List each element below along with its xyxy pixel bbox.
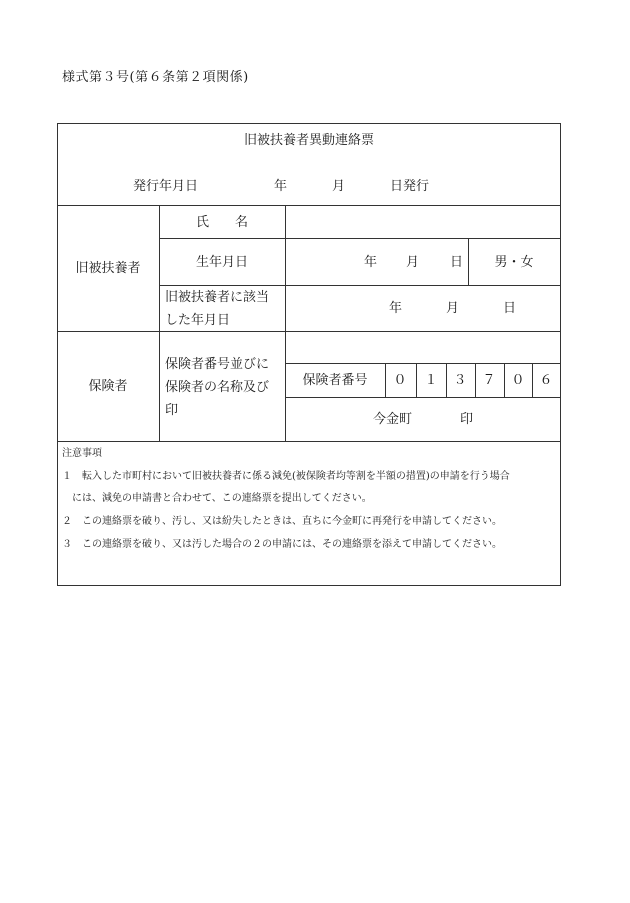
applicable-month: 月 (446, 301, 460, 316)
applicable-date-label-line-2: した年月日 (165, 313, 231, 328)
rule-digit-3 (446, 363, 447, 397)
name-label: 氏 名 (195, 215, 249, 230)
rule-under-dependent (57, 331, 561, 332)
insurer-description-line-2: 保険者の名称及び (165, 380, 270, 395)
sex-choice: 男・女 (494, 255, 534, 270)
issue-month: 月 (332, 179, 346, 194)
issue-day: 日発行 (390, 179, 430, 194)
insurer-description-line-1: 保険者番号並びに (165, 357, 270, 372)
note-2: ２ この連絡票を破り、汚し、又は紛失したときは、直ちに今金町に再発行を申請してください。 (62, 516, 502, 527)
birth-month: 月 (406, 255, 420, 270)
form-number: 様式第３号(第６条第２項関係) (62, 70, 249, 85)
rule-digit-1 (385, 363, 386, 397)
applicable-date-label (165, 286, 269, 332)
birth-year: 年 (364, 255, 378, 270)
applicable-year: 年 (389, 301, 403, 316)
insurer-number-digit: ０ (393, 373, 407, 388)
rule-digit-4 (475, 363, 476, 397)
insurer-number-digit: ３ (453, 373, 467, 388)
rule-value-column (285, 205, 286, 441)
rule-digit-2 (416, 363, 417, 397)
birth-date-label: 生年月日 (195, 255, 249, 270)
insurer-number-digit: １ (424, 373, 438, 388)
insurer-label: 保険者 (88, 379, 128, 394)
rule-under-header (57, 205, 561, 206)
insurer-name: 今金町 (373, 412, 413, 427)
form-title: 旧被扶養者異動連絡票 (243, 133, 375, 148)
insurer-number-digit: ７ (482, 373, 496, 388)
insurer-number-label: 保険者番号 (302, 373, 368, 388)
insurer-description-line-3: 印 (165, 403, 179, 418)
rule-digit-5 (504, 363, 505, 397)
insurer-description (165, 353, 269, 422)
rule-above-insurer-number (285, 363, 561, 364)
note-1-line-1: １ 転入した市町村において旧被扶養者に係る減免(被保険者均等割を半額の措置)の申請を行う場合 (62, 471, 510, 482)
rule-sex-column (468, 238, 469, 285)
applicable-day: 日 (503, 301, 517, 316)
note-3: ３ この連絡票を破り、又は汚した場合の２の申請には、その連絡票を添えて申請してください。 (62, 539, 502, 550)
insurer-number-digit: ０ (511, 373, 525, 388)
notes-heading: 注意事項 (62, 448, 102, 459)
rule-below-insurer-number (285, 397, 561, 398)
note-1-line-2: には、減免の申請書と合わせて、この連絡票を提出してください。 (72, 493, 372, 504)
applicable-date-label-line-1: 旧被扶養者に該当 (165, 290, 270, 305)
seal-mark: 印 (460, 412, 474, 427)
former-dependent-label: 旧被扶養者 (75, 261, 141, 276)
rule-digit-6 (532, 363, 533, 397)
birth-day: 日 (450, 255, 464, 270)
rule-above-notes (57, 441, 561, 442)
rule-under-name (159, 238, 561, 239)
rule-label-column (159, 205, 160, 441)
insurer-number-digit: ６ (539, 373, 553, 388)
issue-date-label: 発行年月日 (133, 179, 199, 194)
issue-year: 年 (274, 179, 288, 194)
